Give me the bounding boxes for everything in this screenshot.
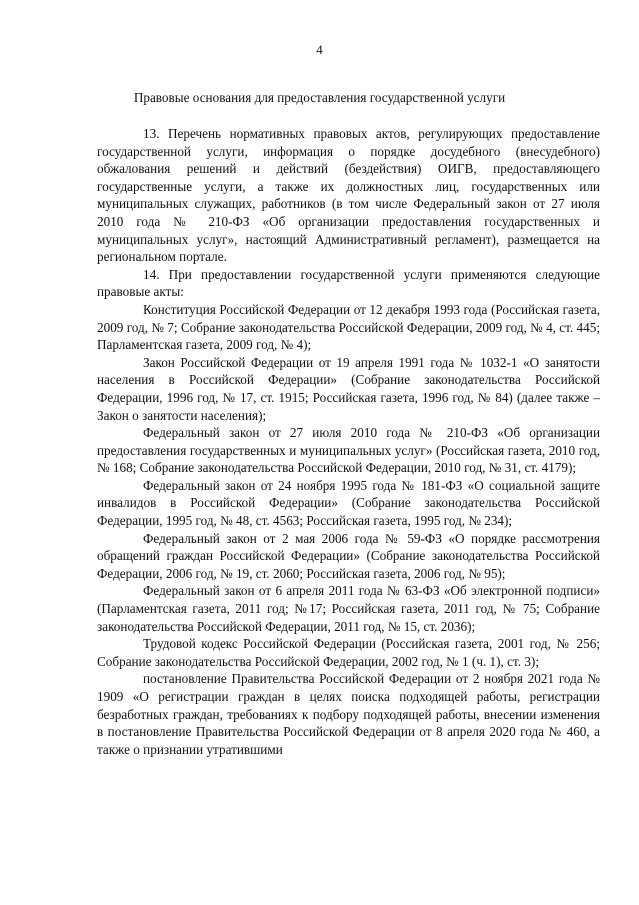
paragraph-13: 13. Перечень нормативных правовых актов, регулирующих предоставление государственной услуги, информация о порядке досудебного (внесудебного) обжалования решений и действий (бездействия) ОИГВ, предоставляющего государственные услуги, а также их должностных лиц, государственных или муниципальных служащих, работников (в том числе Федеральный закон от 27 июля 2010 года № 210-ФЗ «Об организации предоставления государственных и муниципальных услуг», настоящий Административный регламент), размещается на региональном портале. [97,126,600,265]
legal-act-constitution: Конституция Российской Федерации от 12 декабря 1993 года (Российская газета, 2009 год, № 7; Собрание законодательства Российской Федерации, 2009 год, № 4, ст. 445; Парламентская газета, 2009 год, № 4); [97,301,600,353]
legal-act-63-fz: Федеральный закон от 6 апреля 2011 года № 63-ФЗ «Об электронной подписи» (Парламентская газета, 2011 год; №17; Российская газета, 2011 год, № 75; Собрание законодательства Российской Федерации, 2011 год, № 15, ст. 2036); [97,583,600,634]
legal-act-employment-law: Закон Российской Федерации от 19 апреля 1991 года № 1032-1 «О занятости населения в Российской Федерации» (Собрание законодательства Российской Федерации, 1996 год, № 17, ст. 1915; Российская газета, 1996 год, № 84) (далее также – Закон о занятости населения); [97,354,600,423]
legal-act-59-fz: Федеральный закон от 2 мая 2006 года № 59-ФЗ «О порядке рассмотрения обращений граждан Российской Федерации» (Собрание законодательства Российской Федерации, 2006 год, № 19, ст. 2060; Российская газета, 2006 год, № 95); [97,530,600,581]
document-body [97,125,600,758]
legal-act-181-fz: Федеральный закон от 24 ноября 1995 года № 181-ФЗ «О социальной защите инвалидов в Российской Федерации» (Собрание законодательства Российской Федерации, 1995 год, № 48, ст. 4563; Российская газета, 1995 год, № 234); [97,477,600,529]
legal-act-labor-code: Трудовой кодекс Российской Федерации (Российская газета, 2001 год, № 256; Собрание законодательства Российской Федерации, 2002 год, № 1 (ч. 1), ст. 3); [97,636,600,669]
legal-act-resolution-1909: постановление Правительства Российской Федерации от 2 ноября 2021 года № 1909 «О регистрации граждан в целях поиска подходящей работы, регистрации безработных граждан, требованиях к подбору подходящей работы, внесении изменения в постановление Правительства Российской Федерации от 8 апреля 2020 года № 460, а также о признании утратившими [97,671,600,757]
section-heading: Правовые основания для предоставления государственной услуги [133,90,506,105]
page-number: 4 [316,42,323,57]
paragraph-14: 14. При предоставлении государственной услуги применяются следующие правовые акты: [97,266,600,300]
legal-act-210-fz: Федеральный закон от 27 июля 2010 года № 210-ФЗ «Об организации предоставления государственных и муниципальных услуг» (Российская газета, 2010 год, № 168; Собрание законодательства Российской Федерации, 2010 год, № 31, ст. 4179); [97,425,600,476]
